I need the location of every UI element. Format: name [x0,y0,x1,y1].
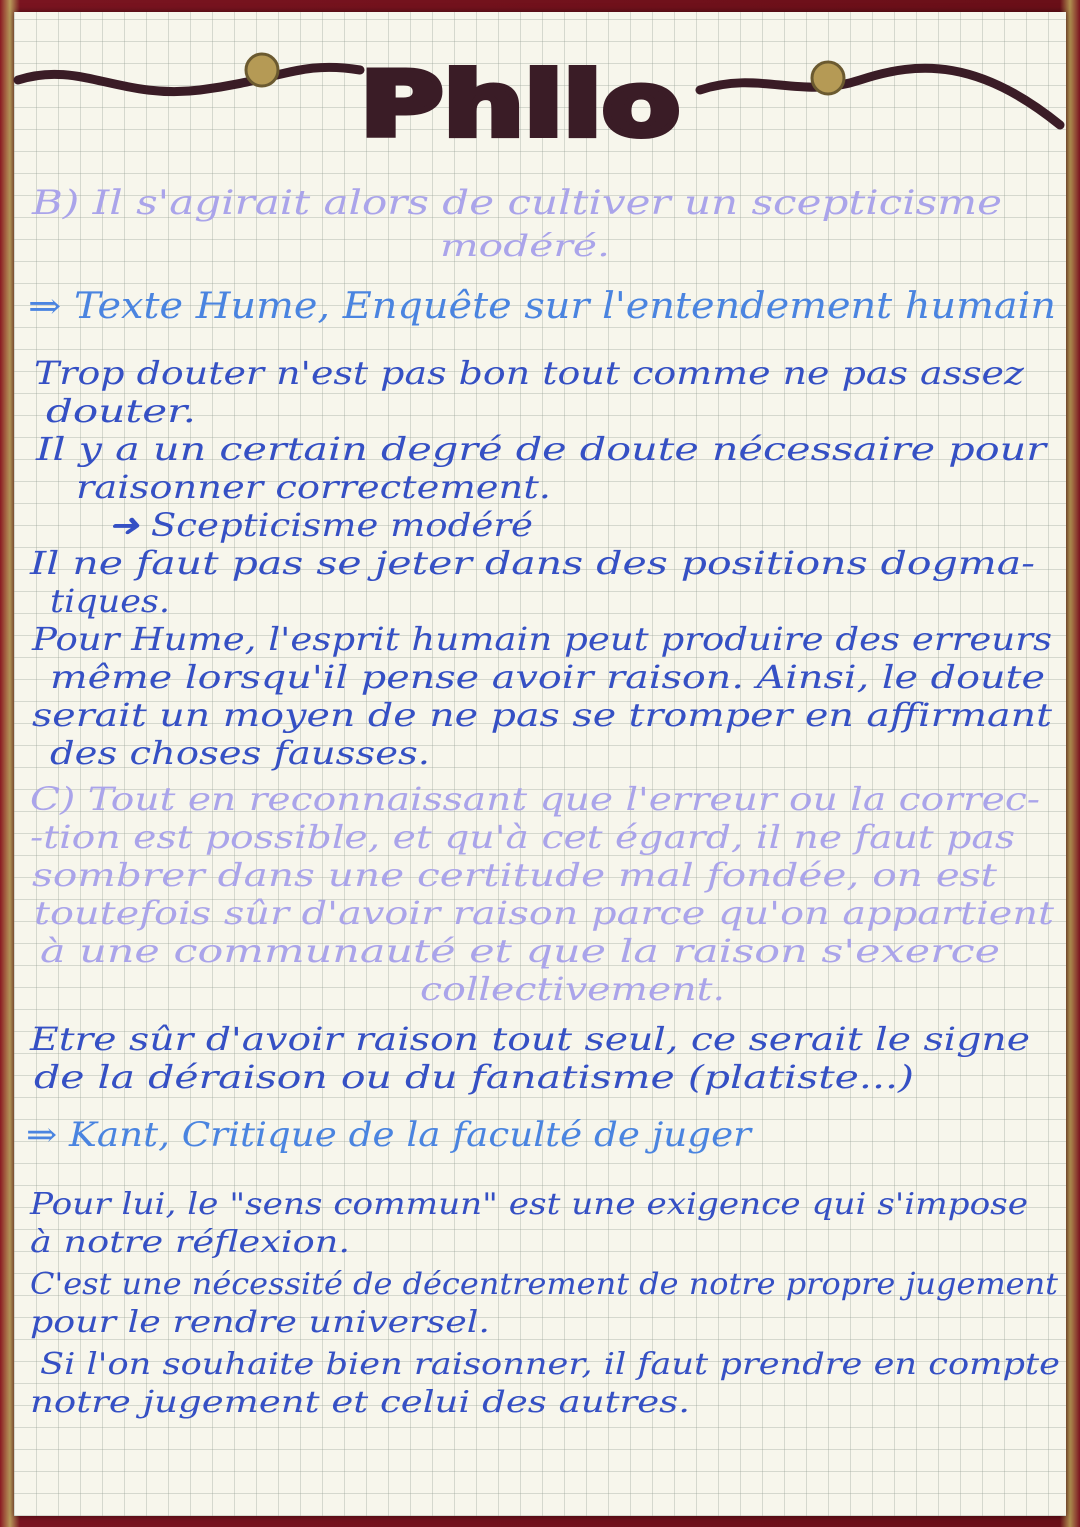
hume-line: Il y a un certain degré de doute nécessaire pour [34,430,1049,468]
kant-line: C'est une nécessité de décentrement de notre propre jugement [30,1267,1060,1302]
kant-line: pour le rendre universel. [30,1305,490,1340]
hume-line: douter. [46,392,196,430]
section-b-heading-cont: modéré. [440,229,610,264]
kant-line: notre jugement et celui des autres. [30,1385,690,1420]
hume-line: serait un moyen de ne pas se tromper en affirmant [32,696,1053,734]
hume-line: des choses fausses. [50,734,430,772]
kant-line: Si l'on souhaite bien raisonner, il faut prendre en compte [40,1347,1060,1382]
fanatisme-line: de la déraison ou du fanatisme (platiste...) [34,1058,914,1096]
hume-line: tiques. [50,582,170,620]
binder-rivet-left [246,54,278,86]
section-c-line: à une communauté et que la raison s'exerce [40,932,1000,970]
hume-line: Trop douter n'est pas bon tout comme ne pas assez [34,354,1026,392]
kant-line: à notre réflexion. [30,1225,350,1260]
section-c-line: sombrer dans une certitude mal fondée, on est [32,856,998,894]
hume-line: même lorsqu'il pense avoir raison. Ainsi, le doute [50,658,1045,696]
section-c-line: C) Tout en reconnaissant que l'erreur ou la correc- [30,780,1040,818]
hume-line: Pour Hume, l'esprit humain peut produire des erreurs [30,620,1052,658]
fanatisme-line: Etre sûr d'avoir raison tout seul, ce serait le signe [28,1020,1030,1058]
hume-line: raisonner correctement. [76,468,551,506]
hume-line: ➜ Scepticisme modéré [108,506,533,544]
hume-line: Il ne faut pas se jeter dans des positions dogma- [28,544,1036,582]
hume-reference: ⇒ Texte Hume, Enquête sur l'entendement humain [28,286,1056,327]
section-b-heading: B) Il s'agirait alors de cultiver un scepticisme [30,183,1003,223]
binder-rivet-right [812,62,844,94]
page-title: Philo [360,53,680,156]
kant-reference: ⇒ Kant, Critique de la faculté de juger [26,1115,753,1155]
section-c-line: -tion est possible, et qu'à cet égard, il ne faut pas [30,818,1015,856]
section-c-line: collectivement. [420,970,725,1008]
section-c-line: toutefois sûr d'avoir raison parce qu'on appartient [34,894,1055,932]
kant-line: Pour lui, le "sens commun" est une exigence qui s'impose [28,1187,1028,1222]
